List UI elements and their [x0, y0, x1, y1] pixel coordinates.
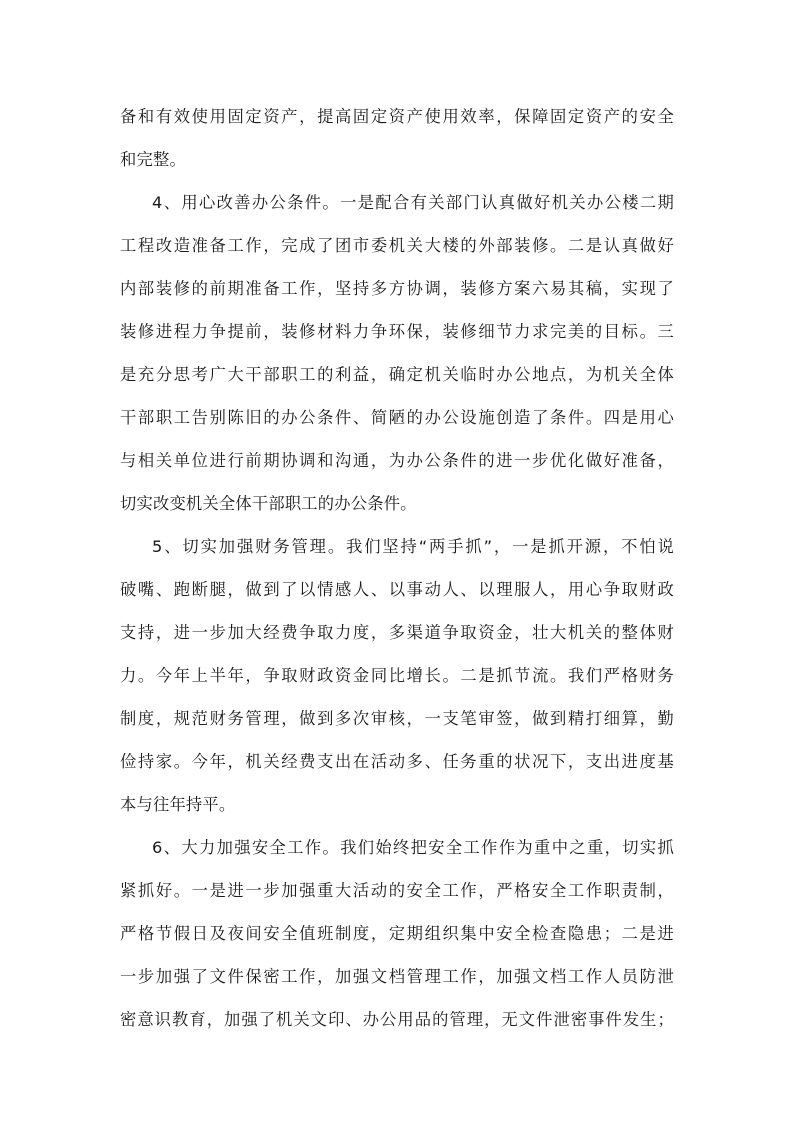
paragraph-first-line: 5、切实加强财务管理。我们坚持“两手抓”，一是抓开源，不怕说	[152, 537, 674, 556]
text-line: 俭持家。今年，机关经费支出在活动多、任务重的状况下，支出进度基	[120, 752, 674, 771]
paragraph-first-line: 6、大力加强安全工作。我们始终把安全工作作为重中之重，切实抓	[152, 838, 674, 857]
text-line: 工程改造准备工作，完成了团市委机关大楼的外部装修。二是认真做好	[120, 236, 674, 255]
text-line: 与相关单位进行前期协调和沟通，为办公条件的进一步优化做好准备，	[120, 451, 674, 470]
text-line: 力。今年上半年，争取财政资金同比增长。二是抓节流。我们严格财务	[120, 666, 674, 685]
text-line: 紧抓好。一是进一步加强重大活动的安全工作，严格安全工作职责制，	[120, 881, 674, 900]
text-line: 密意识教育，加强了机关文印、办公用品的管理，无文件泄密事件发生；	[120, 1010, 674, 1029]
text-line: 干部职工告别陈旧的办公条件、简陋的办公设施创造了条件。四是用心	[120, 408, 674, 427]
text-line: 和完整。	[120, 150, 186, 169]
text-line: 严格节假日及夜间安全值班制度，定期组织集中安全检查隐患；二是进	[120, 924, 674, 943]
text-line: 内部装修的前期准备工作，坚持多方协调，装修方案六易其稿，实现了	[120, 279, 674, 298]
text-line: 切实改变机关全体干部职工的办公条件。	[120, 494, 417, 513]
text-line: 装修进程力争提前，装修材料力争环保，装修细节力求完美的目标。三	[120, 322, 674, 341]
text-line: 备和有效使用固定资产，提高固定资产使用效率，保障固定资产的安全	[120, 107, 674, 126]
text-line: 支持，进一步加大经费争取力度，多渠道争取资金，壮大机关的整体财	[120, 623, 674, 642]
text-line: 制度，规范财务管理，做到多次审核，一支笔审签，做到精打细算，勤	[120, 709, 674, 728]
text-line: 本与往年持平。	[120, 795, 236, 814]
text-line: 一步加强了文件保密工作，加强文档管理工作，加强文档工作人员防泄	[120, 967, 674, 986]
text-line: 是充分思考广大干部职工的利益，确定机关临时办公地点，为机关全体	[120, 365, 674, 384]
text-line: 破嘴、跑断腿，做到了以情感人、以事动人、以理服人，用心争取财政	[120, 580, 674, 599]
paragraph-first-line: 4、用心改善办公条件。一是配合有关部门认真做好机关办公楼二期	[152, 193, 674, 212]
